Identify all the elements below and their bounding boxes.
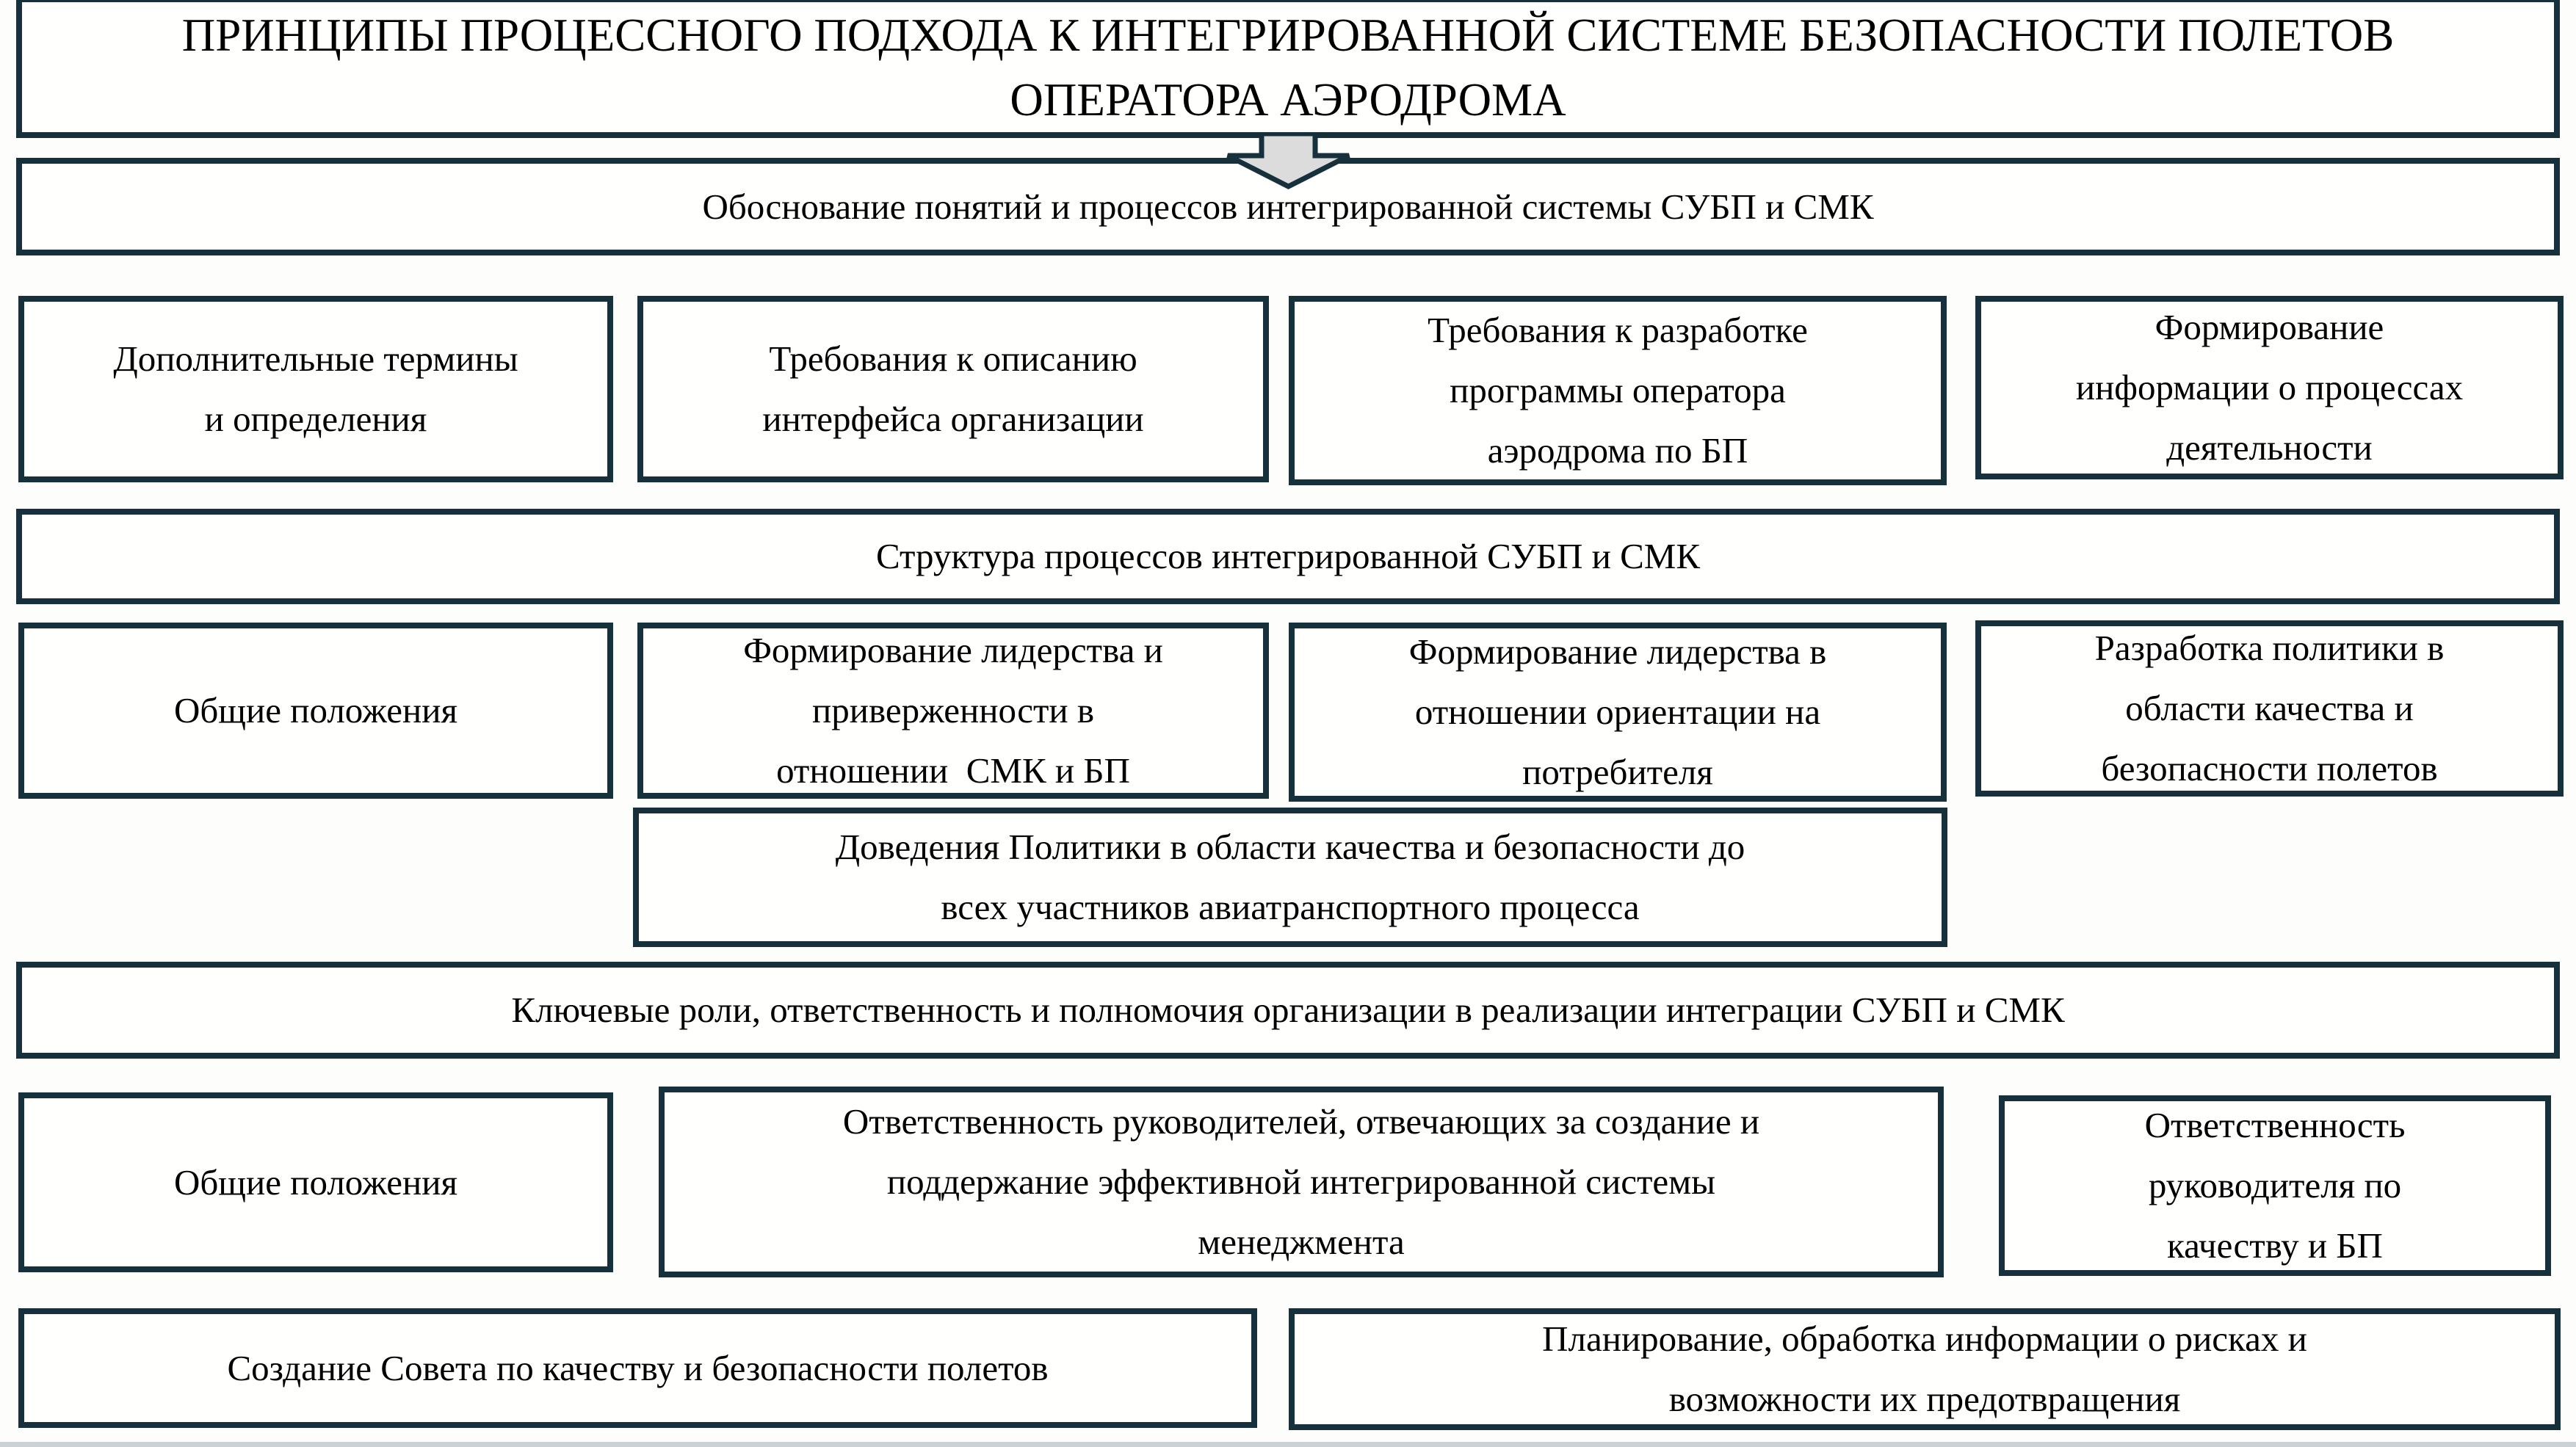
box-additional-terms [18, 296, 613, 482]
text-line: отношении ориентации на [1414, 692, 1821, 732]
title-line: ПРИНЦИПЫ ПРОЦЕССНОГО ПОДХОДА К ИНТЕГРИРОВАННОЙ СИСТЕМЕ БЕЗОПАСНОСТИ ПОЛЕТОВ [181, 9, 2395, 61]
text-line: возможности их предотвращения [1668, 1379, 2181, 1419]
text-line: Общие положения [173, 1161, 458, 1203]
text-line: Ответственность руководителей, отвечающих за создание и [842, 1101, 1760, 1142]
text-line: Создание Совета по качеству и безопасности полетов [227, 1347, 1049, 1388]
text-line: интерфейса организации [762, 399, 1144, 439]
text-line: области качества и [2125, 688, 2414, 728]
text-line: безопасности полетов [2101, 748, 2438, 788]
box-general-provisions-roles [18, 1092, 613, 1272]
text-line: отношении СМК и БП [776, 750, 1130, 791]
box-policy-development [1975, 620, 2564, 797]
down-arrow-icon [1218, 132, 1358, 191]
text-line: информации о процессах [2075, 367, 2464, 407]
text-line: Дополнительные термины [113, 338, 518, 379]
banner-text: Обоснование понятий и процессов интегрированной системы СУБП и СМК [702, 186, 1874, 227]
text-line: качеству и БП [2167, 1225, 2383, 1266]
text-line: и определения [204, 399, 427, 439]
text-line: Планирование, обработка информации о рисках и [1542, 1319, 2307, 1359]
box-interface-requirements [637, 296, 1269, 482]
box-council-creation [18, 1308, 1257, 1428]
text-line: руководителя по [2148, 1165, 2402, 1205]
box-leadership-commitment [637, 623, 1269, 799]
title-line: ОПЕРАТОРА АЭРОДРОМА [1010, 73, 1566, 126]
text-line: приверженности в [812, 690, 1094, 730]
title-box [16, 0, 2560, 138]
bottom-edge-strip [0, 1442, 2576, 1447]
text-line: Общие положения [173, 690, 458, 730]
text-line: деятельности [2166, 427, 2373, 468]
text-line: Требования к описанию [769, 338, 1137, 379]
text-line: поддержание эффективной интегрированной системы [886, 1161, 1716, 1202]
banner-text: Ключевые роли, ответственность и полномочия организации в реализации интеграции СУБП и СМК [511, 990, 2065, 1030]
text-line: Формирование [2154, 307, 2384, 347]
box-managers-responsibility [659, 1087, 1944, 1277]
box-general-provisions-structure [18, 623, 613, 799]
banner-structure-box [16, 509, 2560, 604]
box-quality-manager-responsibility [1999, 1095, 2551, 1276]
banner-key-roles-box [16, 962, 2560, 1059]
text-line: менеджмента [1198, 1222, 1405, 1262]
text-line: Формирование лидерства в [1408, 631, 1827, 672]
text-line: Разработка политики в [2094, 628, 2445, 668]
text-line: аэродрома по БП [1487, 430, 1748, 471]
text-line: Формирование лидерства и [743, 630, 1163, 670]
text-line: Требования к разработке [1428, 310, 1808, 350]
box-customer-orientation [1289, 623, 1947, 802]
box-policy-communication [633, 808, 1947, 947]
text-line: Доведения Политики в области качества и безопасности до [835, 827, 1745, 867]
box-risk-planning [1289, 1308, 2561, 1430]
text-line: потребителя [1522, 752, 1713, 792]
text-line: программы оператора [1450, 370, 1786, 410]
text-line: всех участников авиатранспортного процесса [941, 887, 1640, 927]
banner-text: Структура процессов интегрированной СУБП и СМК [875, 536, 1701, 576]
text-line: Ответственность [2144, 1105, 2406, 1145]
box-process-info [1975, 296, 2564, 479]
box-program-requirements [1289, 296, 1947, 485]
